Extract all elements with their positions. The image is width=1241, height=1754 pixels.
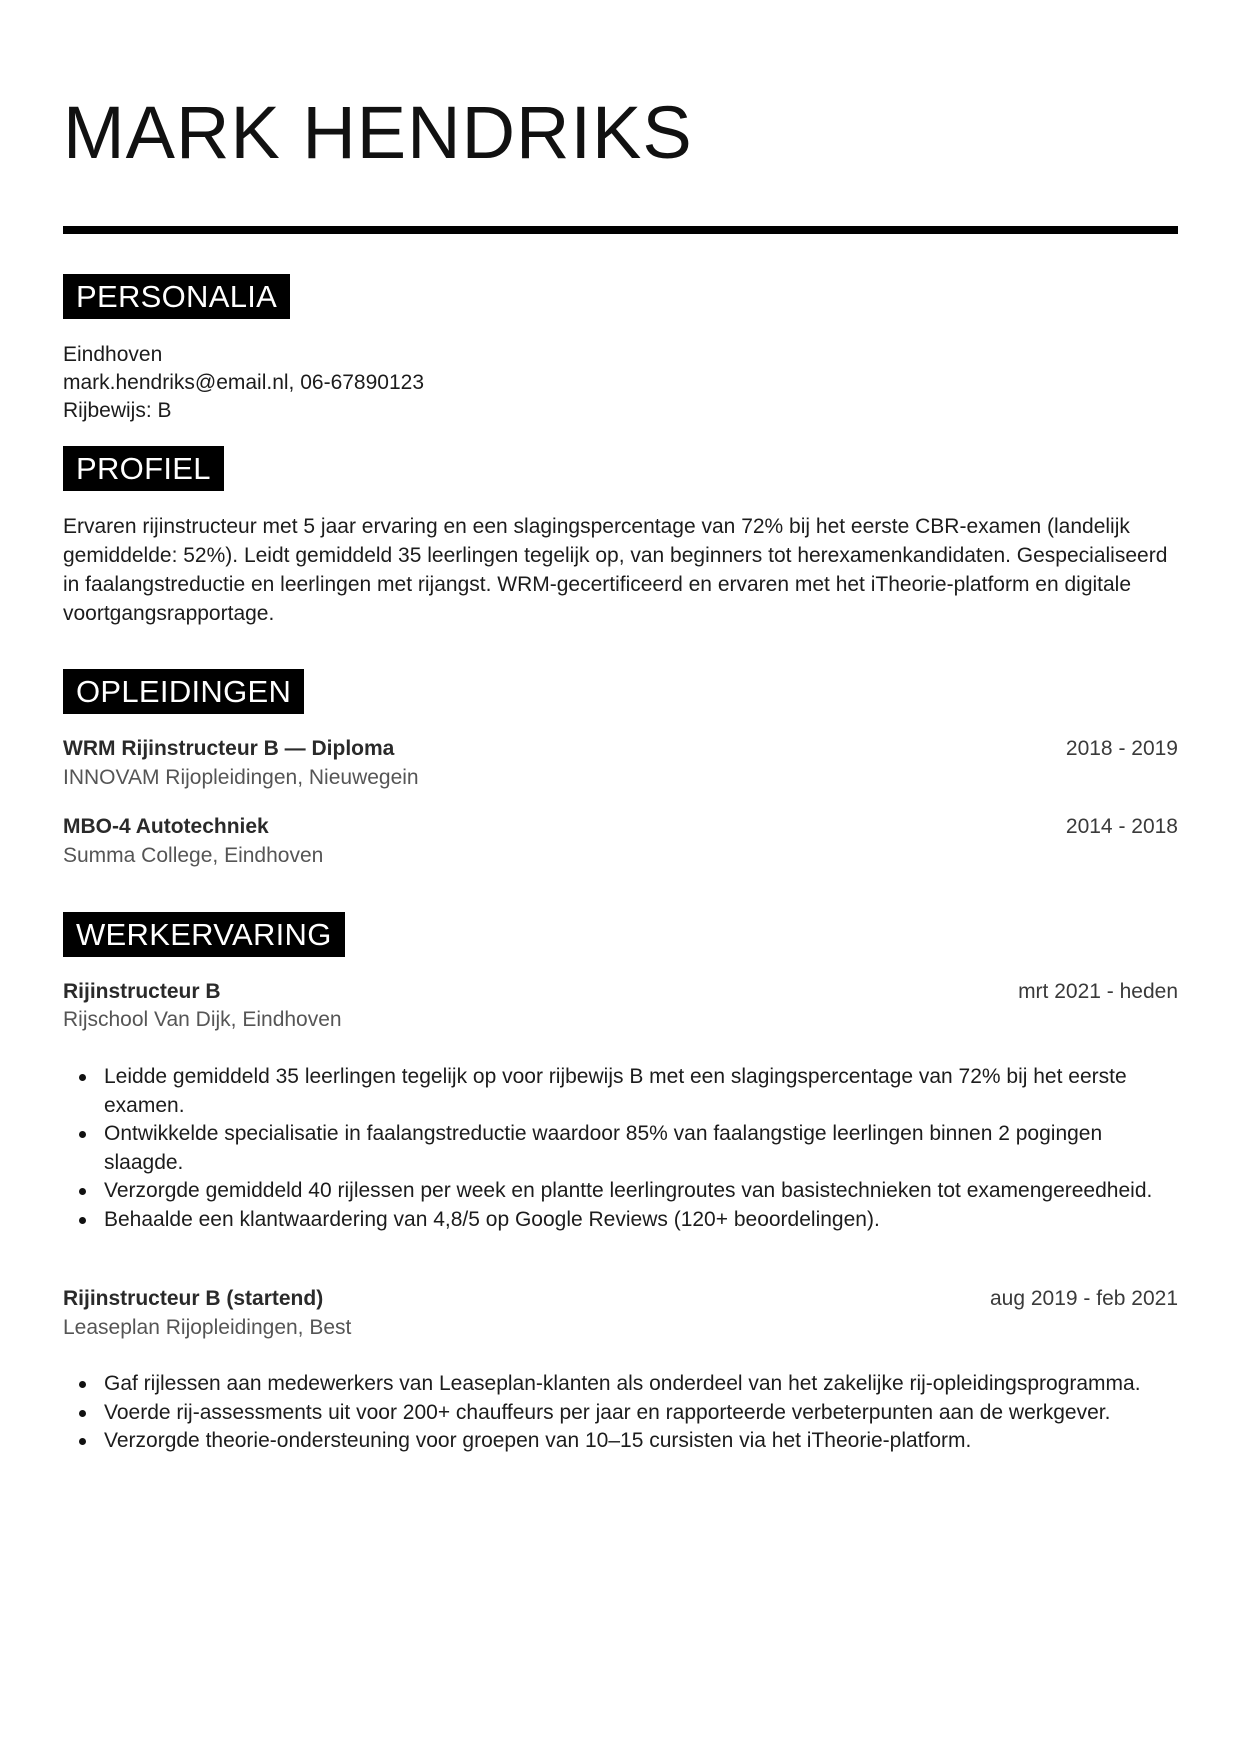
job-date: aug 2019 - feb 2021 [990, 1287, 1178, 1310]
candidate-name: MARK HENDRIKS [63, 91, 693, 174]
section-heading-personalia: PERSONALIA [63, 274, 290, 319]
education-date: 2014 - 2018 [1065, 815, 1178, 838]
education-title: MBO-4 Autotechniek [63, 815, 269, 838]
education-entry-header [63, 812, 1178, 841]
list-item: Leidde gemiddeld 35 leerlingen tegelijk op voor rijbewijs B met een slagingspercentage van 72% bij het eerste examen. [104, 1063, 1178, 1120]
list-item: Voerde rij-assessments uit voor 200+ chauffeurs per jaar en rapporteerde verbeterpunten aan de werkgever. [104, 1399, 1178, 1428]
personal-license: Rijbewijs: B [63, 399, 172, 422]
job-date: mrt 2021 - heden [1018, 980, 1178, 1003]
job-achievements-list [63, 1063, 1178, 1234]
list-item: Verzorgde gemiddeld 40 rijlessen per week en plantte leerlingroutes van basistechnieken tot examengereedheid. [104, 1177, 1178, 1206]
education-title: WRM Rijinstructeur B — Diploma [63, 737, 395, 760]
job-achievements-list [63, 1370, 1178, 1456]
job-employer: Leaseplan Rijopleidingen, Best [63, 1316, 352, 1339]
profile-summary: Ervaren rijinstructeur met 5 jaar ervaring en een slagingspercentage van 72% bij het eerste CBR-examen (landelijk gemiddelde: 52%). Leidt gemiddeld 35 leerlingen tegelijk op, van beginners tot herexamenkandidaten. Gespecialiseerd in faalangstreductie en leerlingen met rijangst. WRM-gecertificeerd en ervaren met het iTheorie-platform en digitale voortgangsrapportage. [63, 515, 1168, 625]
list-item: Verzorgde theorie-ondersteuning voor groepen van 10–15 cursisten via het iTheorie-platform. [104, 1427, 1178, 1456]
personal-city: Eindhoven [63, 343, 163, 366]
education-institution: INNOVAM Rijopleidingen, Nieuwegein [63, 766, 419, 789]
job-title: Rijinstructeur B (startend) [63, 1287, 324, 1310]
section-heading-profiel: PROFIEL [63, 446, 224, 491]
list-item: Behaalde een klantwaardering van 4,8/5 op Google Reviews (120+ beoordelingen). [104, 1206, 1178, 1235]
header-divider [63, 226, 1178, 234]
job-entry-header [63, 1284, 1178, 1313]
education-entry-header [63, 734, 1178, 763]
section-heading-opleidingen: OPLEIDINGEN [63, 669, 304, 714]
job-entry-header [63, 977, 1178, 1006]
personal-contact: mark.hendriks@email.nl, 06-67890123 [63, 371, 425, 394]
list-item: Gaf rijlessen aan medewerkers van Leaseplan-klanten als onderdeel van het zakelijke rij-opleidingsprogramma. [104, 1370, 1178, 1399]
list-item: Ontwikkelde specialisatie in faalangstreductie waardoor 85% van faalangstige leerlingen binnen 2 pogingen slaagde. [104, 1120, 1178, 1177]
job-employer: Rijschool Van Dijk, Eindhoven [63, 1008, 342, 1031]
education-date: 2018 - 2019 [1065, 737, 1178, 760]
education-institution: Summa College, Eindhoven [63, 844, 324, 867]
job-title: Rijinstructeur B [63, 980, 221, 1003]
section-heading-werkervaring: WERKERVARING [63, 912, 345, 957]
